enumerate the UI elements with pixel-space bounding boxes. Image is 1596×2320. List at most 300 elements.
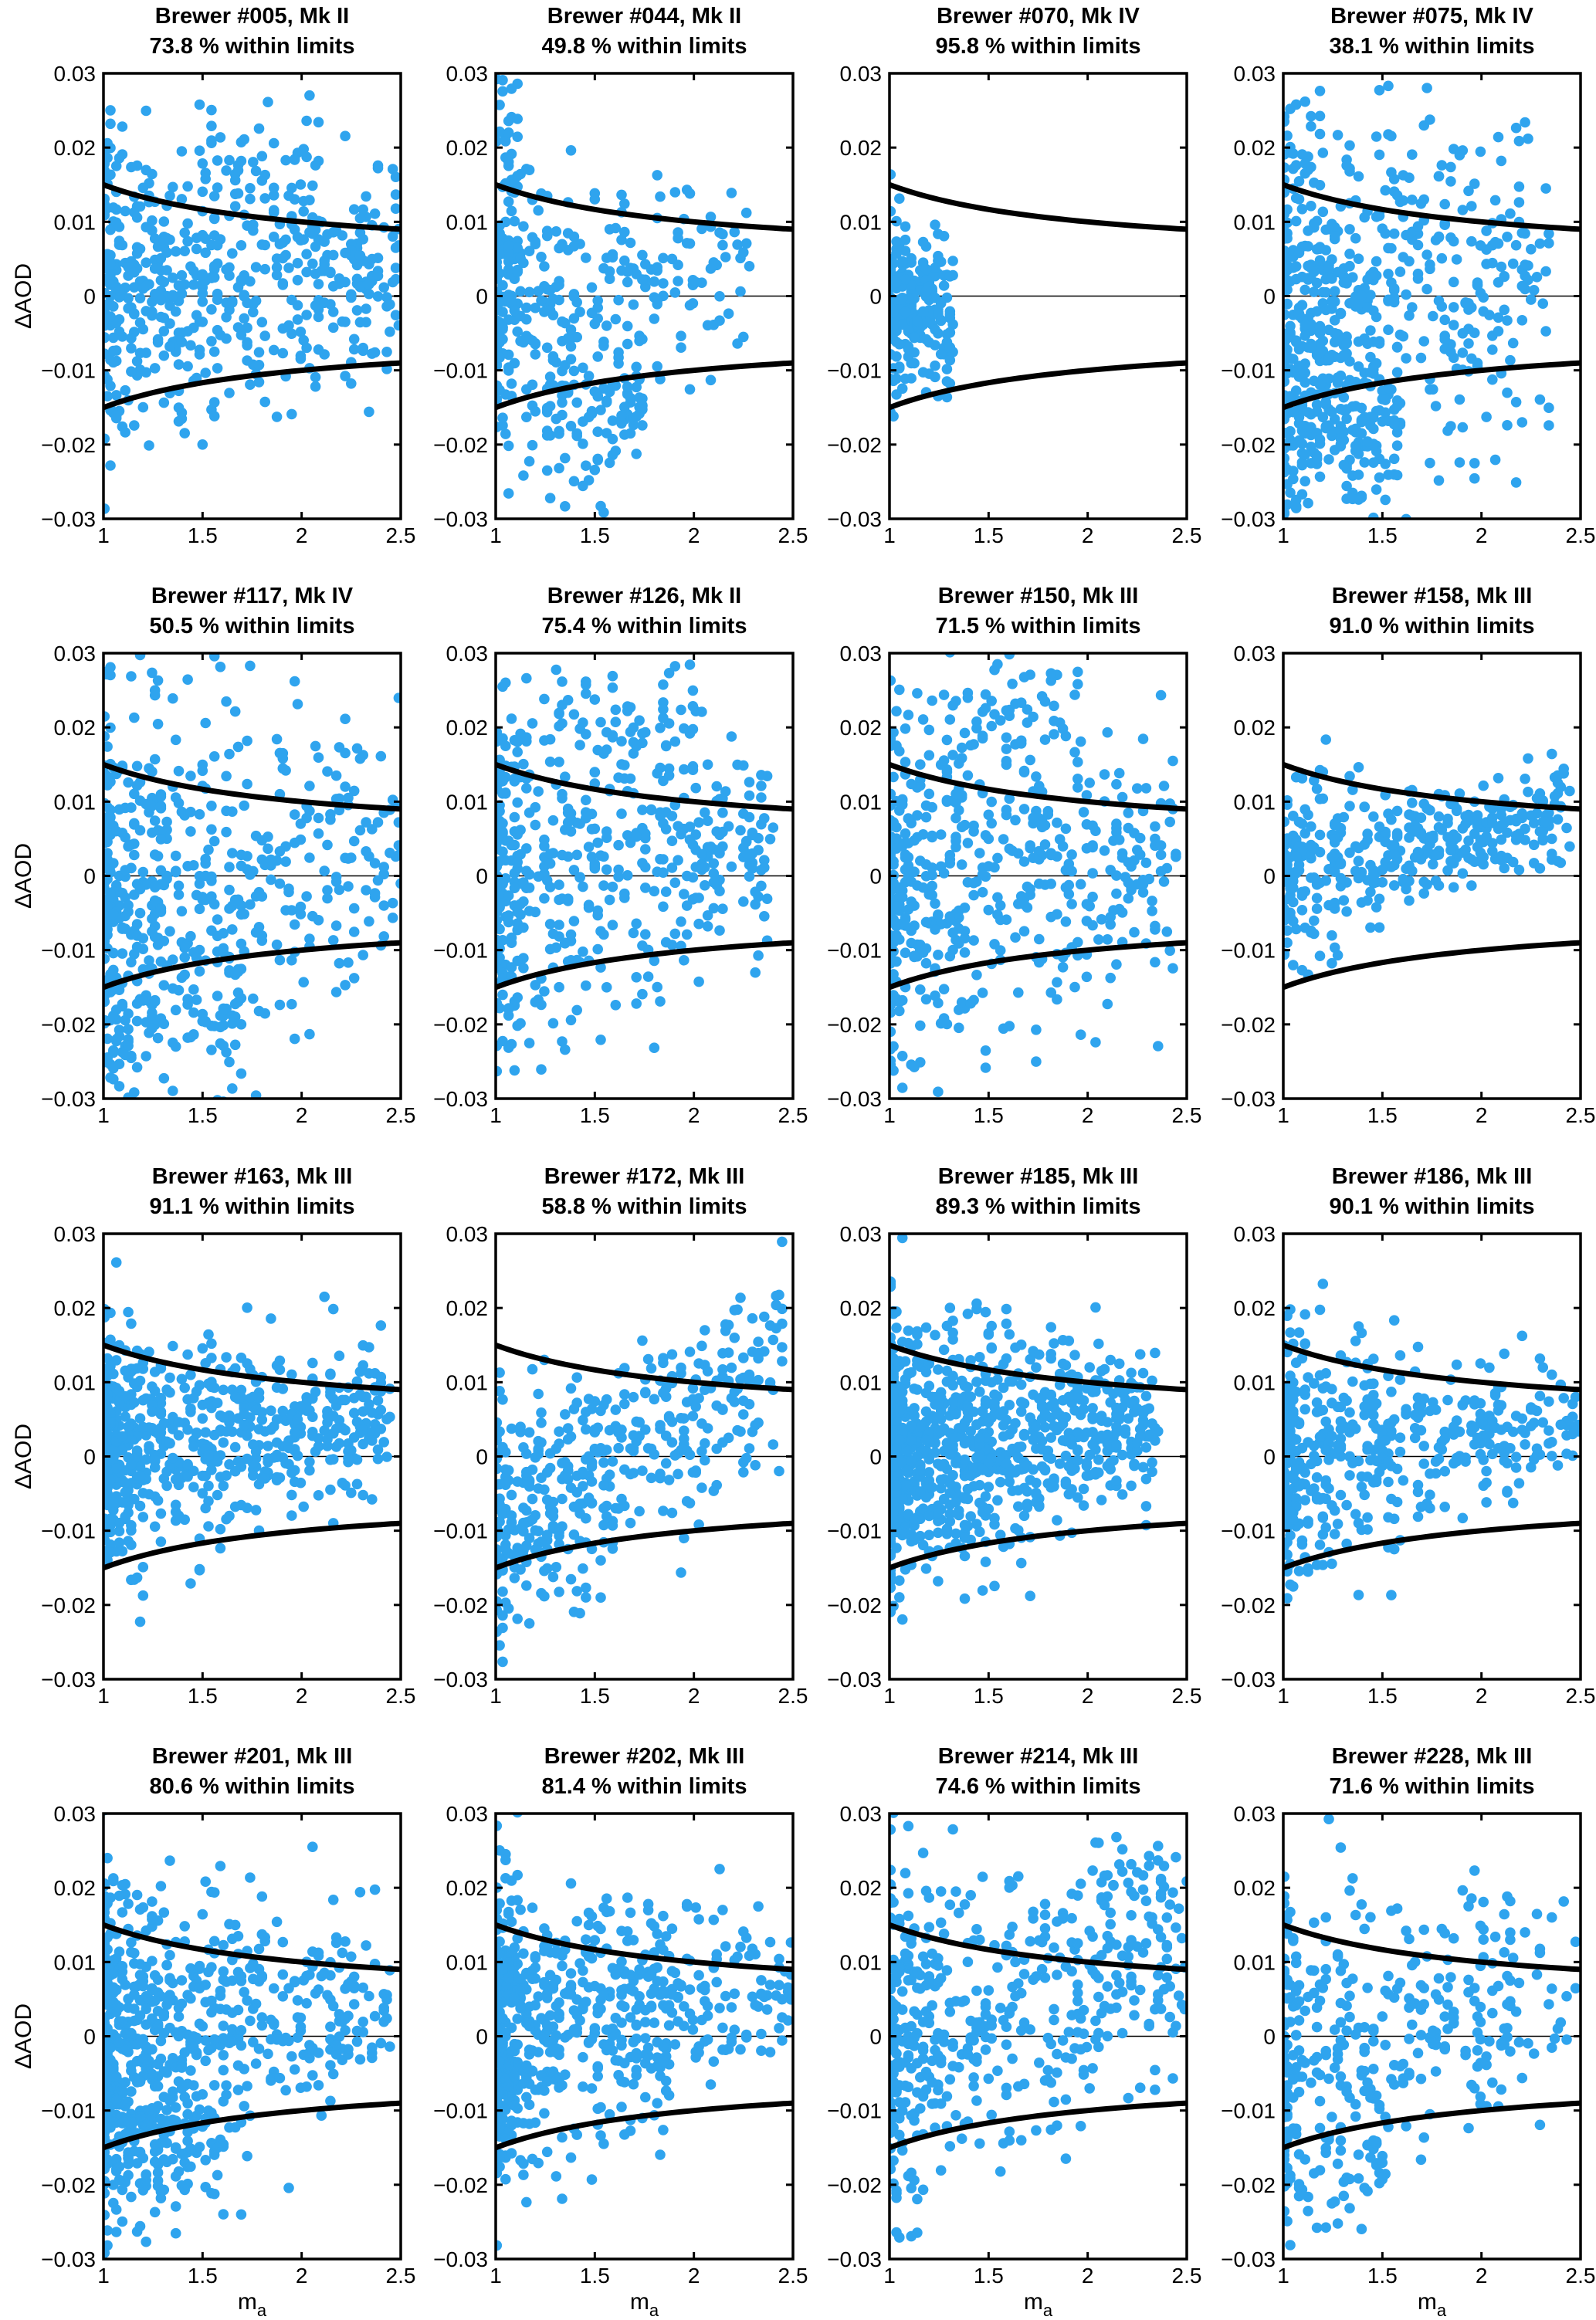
data-point bbox=[1162, 926, 1173, 937]
data-point bbox=[533, 1526, 544, 1536]
data-point bbox=[114, 1386, 125, 1397]
data-point bbox=[245, 899, 256, 910]
data-point bbox=[209, 1383, 220, 1394]
data-point bbox=[307, 1427, 318, 1438]
data-point bbox=[1421, 249, 1432, 260]
scatter-points bbox=[492, 641, 794, 1077]
data-point bbox=[1294, 418, 1305, 429]
data-point bbox=[1336, 308, 1347, 319]
data-point bbox=[272, 1414, 283, 1425]
data-point bbox=[233, 165, 244, 176]
data-point bbox=[581, 795, 591, 806]
data-point bbox=[595, 717, 606, 728]
data-point bbox=[500, 855, 511, 866]
data-point bbox=[188, 984, 199, 995]
data-point bbox=[1320, 876, 1331, 886]
data-point bbox=[1058, 962, 1069, 973]
data-point bbox=[227, 297, 238, 308]
data-point bbox=[536, 296, 547, 307]
data-point bbox=[717, 842, 728, 852]
data-point bbox=[1315, 830, 1326, 841]
data-point bbox=[750, 1460, 761, 1471]
y-tick-label: −0.02 bbox=[1221, 432, 1276, 457]
data-point bbox=[108, 357, 119, 367]
data-point bbox=[595, 1035, 606, 1045]
data-point bbox=[195, 100, 205, 110]
y-tick-label: 0.01 bbox=[446, 210, 488, 235]
data-point bbox=[1371, 270, 1382, 281]
data-point bbox=[1487, 846, 1498, 857]
data-point bbox=[703, 760, 713, 771]
x-tick-label: 1.5 bbox=[973, 1103, 1004, 1127]
data-point bbox=[141, 106, 151, 117]
data-point bbox=[1543, 402, 1554, 413]
data-point bbox=[1368, 457, 1379, 468]
data-point bbox=[373, 271, 384, 282]
data-point bbox=[942, 735, 953, 746]
data-point bbox=[328, 227, 339, 238]
data-point bbox=[179, 279, 190, 290]
data-point bbox=[1105, 973, 1116, 984]
data-point bbox=[1341, 338, 1352, 349]
data-point bbox=[512, 798, 523, 808]
data-point bbox=[1490, 195, 1501, 206]
data-point bbox=[1499, 818, 1510, 828]
data-point bbox=[141, 1051, 151, 1062]
data-point bbox=[147, 1023, 158, 1034]
data-point bbox=[272, 734, 283, 745]
y-tick-label: −0.03 bbox=[1221, 1087, 1276, 1111]
data-point bbox=[927, 696, 937, 706]
data-point bbox=[608, 920, 618, 930]
data-point bbox=[219, 1481, 229, 1492]
data-point bbox=[117, 1497, 128, 1508]
data-point bbox=[150, 882, 161, 892]
data-point bbox=[248, 994, 259, 1004]
data-point bbox=[497, 1587, 508, 1597]
data-point bbox=[611, 705, 622, 716]
data-point bbox=[1418, 336, 1429, 347]
data-point bbox=[114, 285, 125, 296]
data-point bbox=[918, 237, 929, 248]
data-point bbox=[215, 1543, 226, 1554]
data-point bbox=[227, 848, 238, 859]
data-point bbox=[1520, 824, 1530, 835]
data-point bbox=[129, 282, 140, 293]
data-point bbox=[224, 903, 235, 914]
y-tick-label: 0.01 bbox=[1233, 790, 1276, 815]
data-point bbox=[560, 1409, 571, 1420]
data-point bbox=[1481, 412, 1492, 422]
data-point bbox=[1389, 285, 1400, 296]
data-point bbox=[1162, 863, 1173, 874]
data-point bbox=[512, 992, 523, 1003]
data-point bbox=[1452, 806, 1462, 817]
data-point bbox=[927, 890, 937, 901]
data-point bbox=[661, 741, 672, 752]
data-point bbox=[200, 1471, 211, 1482]
data-point bbox=[703, 815, 713, 826]
data-point bbox=[1537, 826, 1548, 837]
data-point bbox=[1005, 844, 1015, 855]
subplot-brewer-158 bbox=[1183, 580, 1596, 1160]
data-point bbox=[385, 327, 395, 337]
data-point bbox=[1312, 454, 1323, 465]
data-point bbox=[1123, 857, 1134, 868]
data-point bbox=[1362, 338, 1373, 349]
data-point bbox=[616, 190, 627, 201]
data-point bbox=[1019, 766, 1030, 777]
data-point bbox=[188, 1393, 199, 1404]
subplot-title bbox=[1283, 581, 1581, 642]
data-point bbox=[150, 1522, 161, 1533]
data-point bbox=[361, 303, 371, 314]
data-point bbox=[197, 187, 208, 198]
data-point bbox=[1084, 777, 1095, 788]
data-point bbox=[304, 1029, 315, 1040]
subplot-title-line1: Brewer #070, Mk IV bbox=[937, 4, 1140, 29]
scatter-points bbox=[492, 1237, 794, 1668]
data-point bbox=[132, 1016, 143, 1027]
data-point bbox=[188, 1008, 199, 1018]
data-point bbox=[221, 1352, 232, 1363]
data-point bbox=[530, 406, 541, 417]
data-point bbox=[912, 316, 923, 327]
data-point bbox=[144, 1441, 154, 1451]
data-point bbox=[1153, 1041, 1164, 1052]
data-point bbox=[1300, 285, 1310, 296]
data-point bbox=[1472, 815, 1483, 826]
data-point bbox=[105, 105, 116, 116]
data-point bbox=[1327, 852, 1337, 862]
data-point bbox=[891, 930, 902, 941]
data-point bbox=[313, 915, 324, 926]
data-point bbox=[957, 790, 967, 801]
data-point bbox=[135, 908, 146, 919]
data-point bbox=[1354, 171, 1364, 182]
data-point bbox=[349, 903, 360, 914]
plot-area bbox=[3, 642, 435, 1160]
data-point bbox=[156, 1509, 167, 1519]
data-point bbox=[1371, 256, 1382, 267]
data-point bbox=[349, 204, 360, 215]
data-point bbox=[206, 336, 217, 347]
data-point bbox=[1354, 300, 1364, 310]
data-point bbox=[658, 776, 669, 787]
data-point bbox=[978, 733, 988, 744]
data-point bbox=[897, 293, 908, 303]
x-tick-label: 1.5 bbox=[187, 523, 218, 547]
data-point bbox=[156, 1393, 167, 1404]
y-tick-label: −0.02 bbox=[433, 1012, 488, 1037]
data-point bbox=[1425, 805, 1435, 816]
data-point bbox=[924, 750, 935, 761]
data-point bbox=[179, 228, 190, 239]
data-point bbox=[1315, 86, 1326, 97]
y-tick-label: 0.02 bbox=[839, 136, 882, 161]
y-tick-label: 0.02 bbox=[53, 136, 96, 161]
data-point bbox=[1333, 130, 1344, 141]
data-point bbox=[290, 154, 300, 165]
data-point bbox=[156, 295, 167, 306]
data-point bbox=[515, 336, 526, 347]
data-point bbox=[1344, 249, 1355, 259]
data-point bbox=[625, 774, 636, 784]
data-point bbox=[542, 466, 553, 476]
data-point bbox=[530, 997, 541, 1008]
data-point bbox=[936, 349, 947, 360]
data-point bbox=[171, 851, 181, 862]
data-point bbox=[1526, 811, 1537, 821]
data-point bbox=[1045, 668, 1056, 679]
data-point bbox=[1508, 259, 1519, 269]
data-point bbox=[1306, 840, 1316, 851]
data-point bbox=[1413, 240, 1424, 251]
data-point bbox=[587, 406, 598, 417]
data-point bbox=[670, 287, 681, 298]
data-point bbox=[616, 759, 627, 770]
data-point bbox=[557, 676, 568, 687]
data-point bbox=[622, 706, 633, 716]
data-point bbox=[903, 814, 914, 825]
data-point bbox=[933, 1086, 944, 1097]
data-point bbox=[1339, 277, 1350, 288]
data-point bbox=[592, 906, 603, 916]
data-point bbox=[960, 903, 971, 913]
y-tick-label: 0.01 bbox=[53, 1370, 96, 1395]
data-point bbox=[200, 718, 211, 729]
data-point bbox=[188, 1029, 199, 1040]
data-point bbox=[123, 777, 134, 788]
data-point bbox=[545, 1509, 556, 1519]
data-point bbox=[298, 977, 309, 987]
data-point bbox=[370, 347, 381, 358]
x-tick-label: 1 bbox=[97, 1684, 110, 1708]
y-axis-label: ΔAOD bbox=[11, 262, 36, 330]
data-point bbox=[1529, 840, 1540, 851]
data-point bbox=[283, 262, 294, 273]
data-point bbox=[328, 935, 339, 946]
data-point bbox=[1458, 422, 1469, 433]
data-point bbox=[1478, 781, 1489, 791]
data-point bbox=[301, 813, 312, 824]
data-point bbox=[685, 1346, 696, 1357]
data-point bbox=[1291, 924, 1302, 935]
data-point bbox=[301, 249, 312, 259]
data-point bbox=[986, 797, 997, 808]
data-point bbox=[159, 1418, 170, 1429]
data-point bbox=[771, 1300, 781, 1311]
data-point bbox=[945, 327, 956, 338]
data-point bbox=[206, 1339, 217, 1350]
data-point bbox=[286, 1510, 297, 1521]
data-point bbox=[141, 165, 151, 176]
data-point bbox=[1330, 866, 1340, 877]
data-point bbox=[950, 842, 961, 852]
y-tick-label: −0.02 bbox=[827, 1012, 882, 1037]
data-point bbox=[503, 127, 514, 138]
data-point bbox=[759, 855, 770, 865]
data-point bbox=[554, 428, 564, 439]
data-point bbox=[1336, 441, 1347, 452]
data-point bbox=[676, 705, 686, 716]
data-point bbox=[551, 665, 562, 676]
data-point bbox=[939, 868, 950, 879]
data-point bbox=[1452, 254, 1462, 265]
data-point bbox=[981, 1045, 991, 1056]
data-point bbox=[503, 256, 514, 267]
data-point bbox=[1297, 905, 1308, 916]
data-point bbox=[322, 766, 333, 777]
data-point bbox=[1327, 273, 1337, 284]
y-axis-label: ΔAOD bbox=[11, 842, 36, 909]
data-point bbox=[524, 287, 535, 298]
data-point bbox=[1300, 804, 1310, 815]
data-point bbox=[1123, 893, 1134, 904]
data-point bbox=[1288, 148, 1299, 159]
data-point bbox=[1058, 723, 1069, 734]
data-point bbox=[206, 926, 217, 936]
data-point bbox=[301, 267, 312, 278]
data-point bbox=[301, 152, 312, 163]
data-point bbox=[518, 923, 529, 933]
data-point bbox=[1517, 315, 1528, 326]
data-point bbox=[1087, 840, 1098, 851]
data-point bbox=[1001, 743, 1012, 754]
data-point bbox=[605, 266, 615, 277]
lower-limit-curve bbox=[103, 1523, 401, 1568]
data-point bbox=[150, 263, 161, 274]
data-point bbox=[667, 835, 678, 846]
data-point bbox=[545, 919, 556, 930]
data-point bbox=[355, 825, 366, 836]
data-point bbox=[343, 793, 354, 804]
data-point bbox=[290, 838, 300, 848]
y-tick-label: −0.03 bbox=[1221, 507, 1276, 531]
data-point bbox=[611, 445, 622, 456]
data-point bbox=[212, 914, 223, 925]
data-point bbox=[1303, 261, 1313, 272]
subplot-title-line1: Brewer #158, Mk III bbox=[1331, 584, 1533, 608]
data-point bbox=[1564, 842, 1575, 852]
data-point bbox=[251, 927, 262, 938]
data-point bbox=[1359, 457, 1370, 468]
data-point bbox=[500, 678, 511, 689]
data-point bbox=[574, 1608, 585, 1619]
data-point bbox=[188, 1482, 199, 1492]
data-point bbox=[598, 507, 609, 518]
data-point bbox=[507, 713, 517, 724]
data-point bbox=[1389, 469, 1400, 480]
data-point bbox=[1374, 405, 1385, 416]
data-point bbox=[370, 1368, 381, 1379]
data-point bbox=[313, 813, 324, 824]
data-point bbox=[1341, 906, 1352, 917]
x-tick-label: 1 bbox=[883, 523, 896, 547]
data-point bbox=[1288, 897, 1299, 908]
data-point bbox=[197, 158, 208, 169]
data-point bbox=[120, 1487, 130, 1498]
data-point bbox=[655, 811, 666, 821]
data-point bbox=[1407, 865, 1418, 876]
subplot-title-line1: Brewer #172, Mk III bbox=[544, 1164, 745, 1189]
data-point bbox=[753, 950, 764, 961]
data-point bbox=[236, 156, 247, 167]
data-point bbox=[569, 292, 580, 303]
data-point bbox=[608, 415, 618, 426]
data-point bbox=[1066, 899, 1077, 909]
data-point bbox=[1502, 232, 1513, 242]
data-point bbox=[1389, 849, 1400, 860]
data-point bbox=[182, 181, 193, 192]
data-point bbox=[236, 850, 247, 861]
data-point bbox=[1357, 403, 1367, 414]
data-point bbox=[1368, 424, 1379, 435]
data-point bbox=[1502, 315, 1513, 326]
scatter-points bbox=[100, 90, 405, 514]
data-point bbox=[989, 939, 1000, 950]
data-point bbox=[105, 311, 116, 322]
data-point bbox=[744, 791, 755, 801]
data-point bbox=[527, 1494, 538, 1505]
data-point bbox=[203, 1329, 214, 1340]
x-tick-label: 1.5 bbox=[579, 523, 610, 547]
data-point bbox=[150, 690, 161, 701]
data-point bbox=[590, 194, 601, 205]
data-point bbox=[569, 916, 580, 926]
data-point bbox=[1294, 817, 1305, 828]
data-point bbox=[251, 1446, 262, 1457]
x-tick-label: 2.5 bbox=[1565, 523, 1596, 547]
data-point bbox=[1392, 806, 1403, 817]
data-point bbox=[1520, 117, 1530, 128]
data-point bbox=[230, 201, 241, 212]
y-tick-label: 0 bbox=[83, 284, 96, 309]
data-point bbox=[1327, 930, 1337, 941]
data-point bbox=[304, 781, 315, 791]
data-point bbox=[293, 275, 303, 286]
data-point bbox=[1529, 285, 1540, 296]
data-point bbox=[126, 671, 137, 682]
data-point bbox=[1150, 924, 1161, 935]
data-point bbox=[182, 1424, 193, 1435]
data-point bbox=[188, 1441, 199, 1452]
data-point bbox=[744, 261, 755, 272]
data-point bbox=[1523, 787, 1533, 798]
data-point bbox=[670, 929, 681, 940]
data-point bbox=[129, 309, 140, 320]
data-point bbox=[1320, 734, 1331, 745]
data-point bbox=[735, 1426, 746, 1437]
data-point bbox=[161, 247, 172, 258]
data-point bbox=[219, 1412, 229, 1423]
data-point bbox=[1371, 131, 1382, 142]
data-point bbox=[1150, 821, 1161, 832]
data-point bbox=[930, 372, 940, 383]
data-point bbox=[554, 1426, 564, 1437]
data-point bbox=[239, 134, 249, 145]
data-point bbox=[554, 463, 564, 474]
data-point bbox=[1087, 892, 1098, 903]
data-point bbox=[918, 367, 929, 378]
data-point bbox=[566, 354, 577, 365]
data-point bbox=[376, 1320, 387, 1331]
data-point bbox=[313, 828, 324, 839]
data-point bbox=[108, 965, 119, 976]
data-point bbox=[771, 1291, 781, 1302]
data-point bbox=[296, 351, 307, 361]
data-point bbox=[325, 1455, 336, 1465]
